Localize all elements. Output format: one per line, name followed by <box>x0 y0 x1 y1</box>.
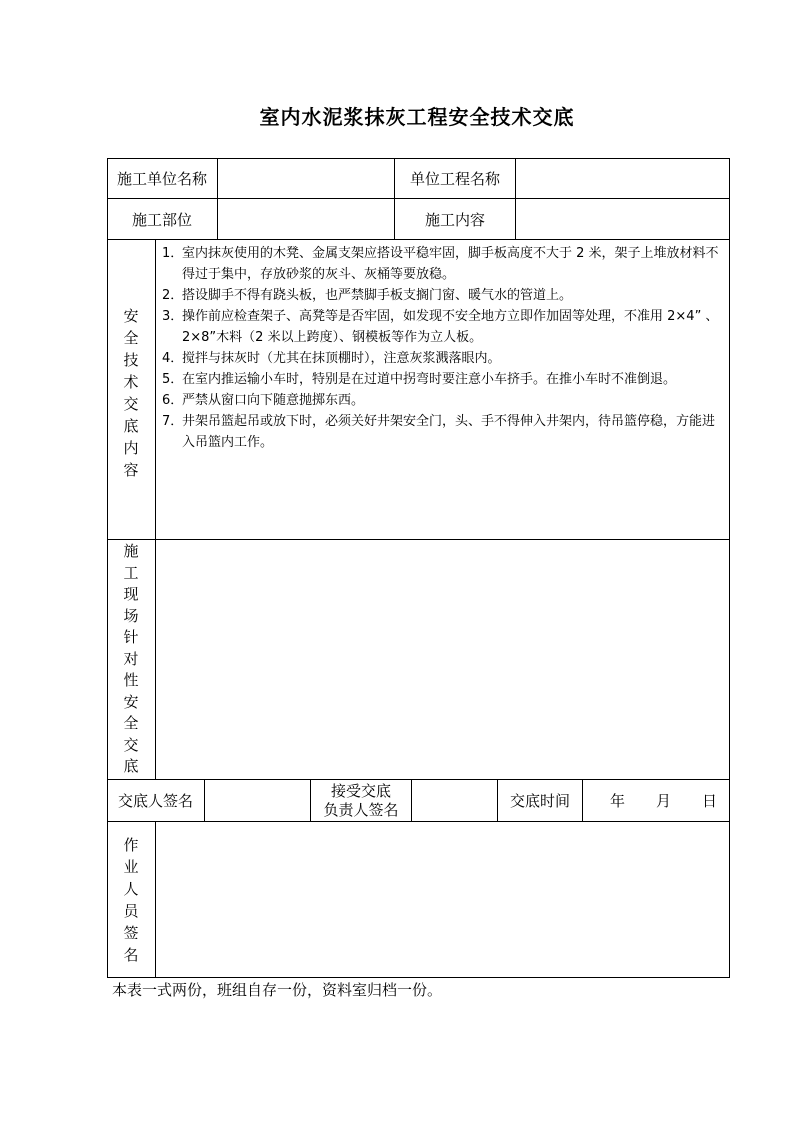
workers-signature-field[interactable] <box>156 822 730 978</box>
unit-name-label-cell <box>107 158 218 199</box>
project-name-field[interactable] <box>516 158 730 199</box>
receiver-signature-field[interactable] <box>412 780 498 822</box>
year-label: 年 <box>609 792 625 810</box>
unit-name-field[interactable] <box>218 158 395 199</box>
part-label-cell <box>107 199 218 240</box>
safety-label-cell <box>107 240 156 540</box>
giver-signature-field[interactable] <box>205 780 311 822</box>
list-item: 1． 室内抹灰使用的木凳、金属支架应搭设平稳牢固，脚手板高度不大于 2 米，架子上堆放材料不得过于集中，存放砂浆的灰斗、灰桶等要放稳。 <box>162 246 719 282</box>
list-item: 3． 操作前应检查架子、高凳等是否牢固，如发现不安全地方立即作加固等处理，不准用 2×4” 、2×8”木料（2 米以上跨度）、钢模板等作为立人板。 <box>162 309 719 345</box>
unit-name-label: 施工单位名称 <box>116 169 207 188</box>
safety-label: 安全技术交底内容 <box>123 307 139 479</box>
footer-note: 本表一式两份，班组自存一份，资料室归档一份。 <box>112 981 443 999</box>
content-field[interactable] <box>516 199 730 240</box>
safety-item-list <box>156 240 729 453</box>
site-label: 施工现场针对性安全交底 <box>123 542 139 776</box>
workers-label-cell <box>107 822 156 978</box>
content-label-cell <box>395 199 516 240</box>
part-field[interactable] <box>218 199 395 240</box>
time-label-cell <box>498 780 583 822</box>
disclosure-date-field[interactable] <box>583 780 730 822</box>
list-item: 6． 严禁从窗口向下随意抛掷东西。 <box>162 393 365 408</box>
safety-content-cell <box>156 240 730 540</box>
time-label: 交底时间 <box>509 792 570 810</box>
safety-disclosure-form <box>107 158 730 978</box>
content-label: 施工内容 <box>424 210 485 229</box>
receiver-label-cell <box>311 780 412 822</box>
site-content-field[interactable] <box>156 540 730 780</box>
receiver-label-line2: 负责人签名 <box>323 800 399 819</box>
page-title: 室内水泥浆抹灰工程安全技术交底 <box>259 105 575 129</box>
project-name-label-cell <box>395 158 516 199</box>
list-item: 7． 井架吊篮起吊或放下时，必须关好井架安全门，头、手不得伸入井架内，待吊篮停稳，方能进入吊篮内工作。 <box>162 414 716 450</box>
giver-label: 交底人签名 <box>117 792 193 810</box>
day-label: 日 <box>701 792 717 810</box>
giver-label-cell <box>107 780 205 822</box>
part-label: 施工部位 <box>131 210 192 229</box>
list-item: 4． 搅拌与抹灰时（尤其在抹顶棚时），注意灰浆溅落眼内。 <box>162 351 501 366</box>
site-label-cell <box>107 540 156 780</box>
list-item: 5． 在室内推运输小车时，特别是在过道中拐弯时要注意小车挤手。在推小车时不准倒退。 <box>162 372 677 387</box>
project-name-label: 单位工程名称 <box>409 169 500 188</box>
month-label: 月 <box>655 792 671 810</box>
receiver-label-line1: 接受交底 <box>330 781 391 800</box>
workers-label: 作业人员签名 <box>123 835 139 964</box>
list-item: 2． 搭设脚手不得有跷头板，也严禁脚手板支搁门窗、暖气水的管道上。 <box>162 288 573 303</box>
